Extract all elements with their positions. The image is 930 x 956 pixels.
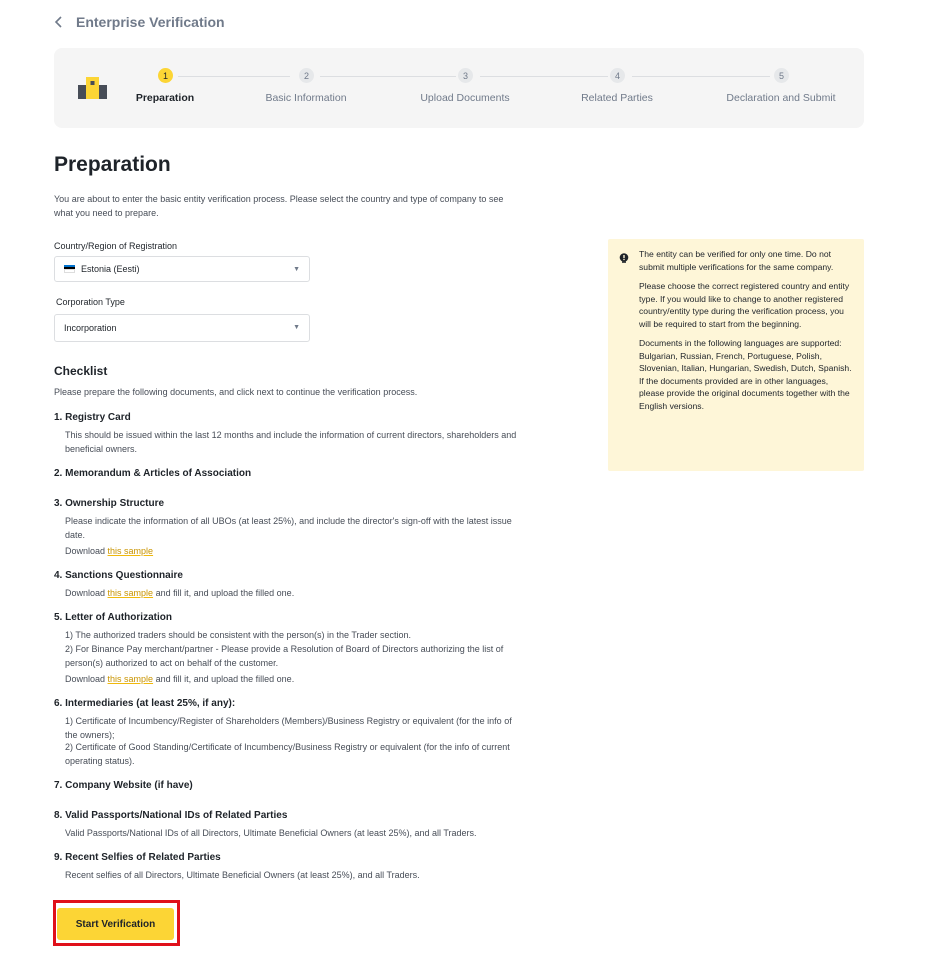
step-connector bbox=[178, 76, 290, 77]
intro-text: You are about to enter the basic entity verification process. Please select the country and type of company to see what you need to prepare. bbox=[54, 194, 504, 218]
step-number: 5 bbox=[774, 68, 789, 83]
download-line bbox=[65, 544, 525, 558]
checklist-item-title: 3. Ownership Structure bbox=[54, 498, 165, 509]
step-label: Basic Information bbox=[265, 92, 347, 104]
checklist-item-line: 1) Certificate of Incumbency/Register of Shareholders (Members)/Business Registry or equivalent (for the info of the owners); bbox=[65, 716, 512, 740]
step-connector bbox=[320, 76, 456, 77]
checklist-desc: Please prepare the following documents, and click next to continue the verification process. bbox=[54, 387, 418, 397]
page-title: Preparation bbox=[54, 153, 171, 176]
country-select-value: Estonia (Eesti) bbox=[81, 264, 140, 274]
checklist-item-title: 2. Memorandum & Articles of Association bbox=[54, 468, 252, 479]
step-label: Preparation bbox=[135, 92, 195, 104]
corp-type-label: Corporation Type bbox=[56, 297, 125, 307]
step-number: 2 bbox=[299, 68, 314, 83]
caret-down-icon: ▼ bbox=[293, 324, 300, 331]
checklist-item-line: 1) The authorized traders should be consistent with the person(s) in the Trader section. bbox=[65, 630, 412, 640]
step-number: 3 bbox=[458, 68, 473, 83]
download-after-text: and fill it, and upload the filled one. bbox=[155, 674, 295, 684]
checklist-item-line: 2) For Binance Pay merchant/partner - Please provide a Resolution of Board of Directors authorizing the list of person(s) authorized to act on behalf of the customer. bbox=[65, 644, 504, 668]
checklist-title: Checklist bbox=[54, 364, 108, 378]
checklist-item-title: 5. Letter of Authorization bbox=[54, 612, 172, 623]
step-label: Upload Documents bbox=[420, 92, 510, 104]
step-connector bbox=[480, 76, 608, 77]
sample-link[interactable]: this sample bbox=[107, 546, 154, 556]
download-after-text: and fill it, and upload the filled one. bbox=[155, 588, 295, 598]
step-connector bbox=[632, 76, 770, 77]
enterprise-building-icon bbox=[78, 75, 108, 101]
notice-text: The entity can be verified for only one time. Do not submit multiple verifications for the same company. bbox=[639, 249, 834, 272]
checklist-item-text: Valid Passports/National IDs of all Directors, Ultimate Beneficial Owners (at least 25%), and all Traders. bbox=[65, 828, 477, 838]
step-label: Declaration and Submit bbox=[726, 92, 836, 104]
step-label: Related Parties bbox=[581, 92, 653, 104]
checklist-item-title: 7. Company Website (if have) bbox=[54, 780, 193, 791]
notice-text: Please choose the correct registered country and entity type. If you would like to change to another registered country/entity type during the verification process, you will be required to start from the beginning. bbox=[639, 281, 850, 329]
warning-icon bbox=[619, 250, 629, 260]
checklist-item-text: Recent selfies of all Directors, Ultimate Beneficial Owners (at least 25%), and all Traders. bbox=[65, 870, 420, 880]
progress-stepper bbox=[54, 48, 864, 128]
caret-down-icon: ▼ bbox=[293, 266, 300, 273]
download-line bbox=[65, 586, 525, 600]
sample-link[interactable]: this sample bbox=[107, 588, 154, 598]
download-line bbox=[65, 672, 525, 686]
notice-panel bbox=[608, 239, 864, 471]
checklist-item-title: 1. Registry Card bbox=[54, 412, 131, 423]
checklist-item-title: 4. Sanctions Questionnaire bbox=[54, 570, 183, 581]
checklist-item-text: This should be issued within the last 12 months and include the information of current directors, shareholders and beneficial owners. bbox=[65, 430, 517, 454]
country-select[interactable] bbox=[54, 256, 310, 282]
checklist-item-title: 8. Valid Passports/National IDs of Related Parties bbox=[54, 810, 288, 821]
notice-text: Documents in the following languages are supported: Bulgarian, Russian, French, Portuguese, Polish, Slovenian, Italian, Hungarian, Swedish, Dutch, Spanish. If the documents provided are in other languages, please provide the original documents together with the English versions. bbox=[639, 338, 852, 411]
download-label: Download bbox=[65, 588, 106, 598]
download-label: Download bbox=[65, 546, 106, 556]
checklist-item-line: 2) Certificate of Good Standing/Certificate of Incumbency/Business Registry or equivalent (for the info of current operating status). bbox=[65, 742, 510, 766]
start-verification-button[interactable]: Start Verification bbox=[57, 908, 174, 940]
step-number: 4 bbox=[610, 68, 625, 83]
sample-link[interactable]: this sample bbox=[107, 674, 154, 684]
checklist-item-title: 6. Intermediaries (at least 25%, if any): bbox=[54, 698, 236, 709]
checklist-item-text: Please indicate the information of all UBOs (at least 25%), and include the director's sign-off with the latest issue date. bbox=[65, 516, 512, 540]
chevron-left-icon[interactable] bbox=[54, 15, 68, 29]
country-label: Country/Region of Registration bbox=[54, 241, 178, 251]
corp-type-select[interactable] bbox=[54, 314, 310, 342]
estonia-flag-icon bbox=[64, 265, 75, 273]
download-label: Download bbox=[65, 674, 106, 684]
checklist-item-title: 9. Recent Selfies of Related Parties bbox=[54, 852, 221, 863]
step-number: 1 bbox=[158, 68, 173, 83]
corp-type-select-value: Incorporation bbox=[64, 323, 117, 333]
page-header-title: Enterprise Verification bbox=[76, 14, 225, 30]
page-header bbox=[54, 12, 225, 32]
